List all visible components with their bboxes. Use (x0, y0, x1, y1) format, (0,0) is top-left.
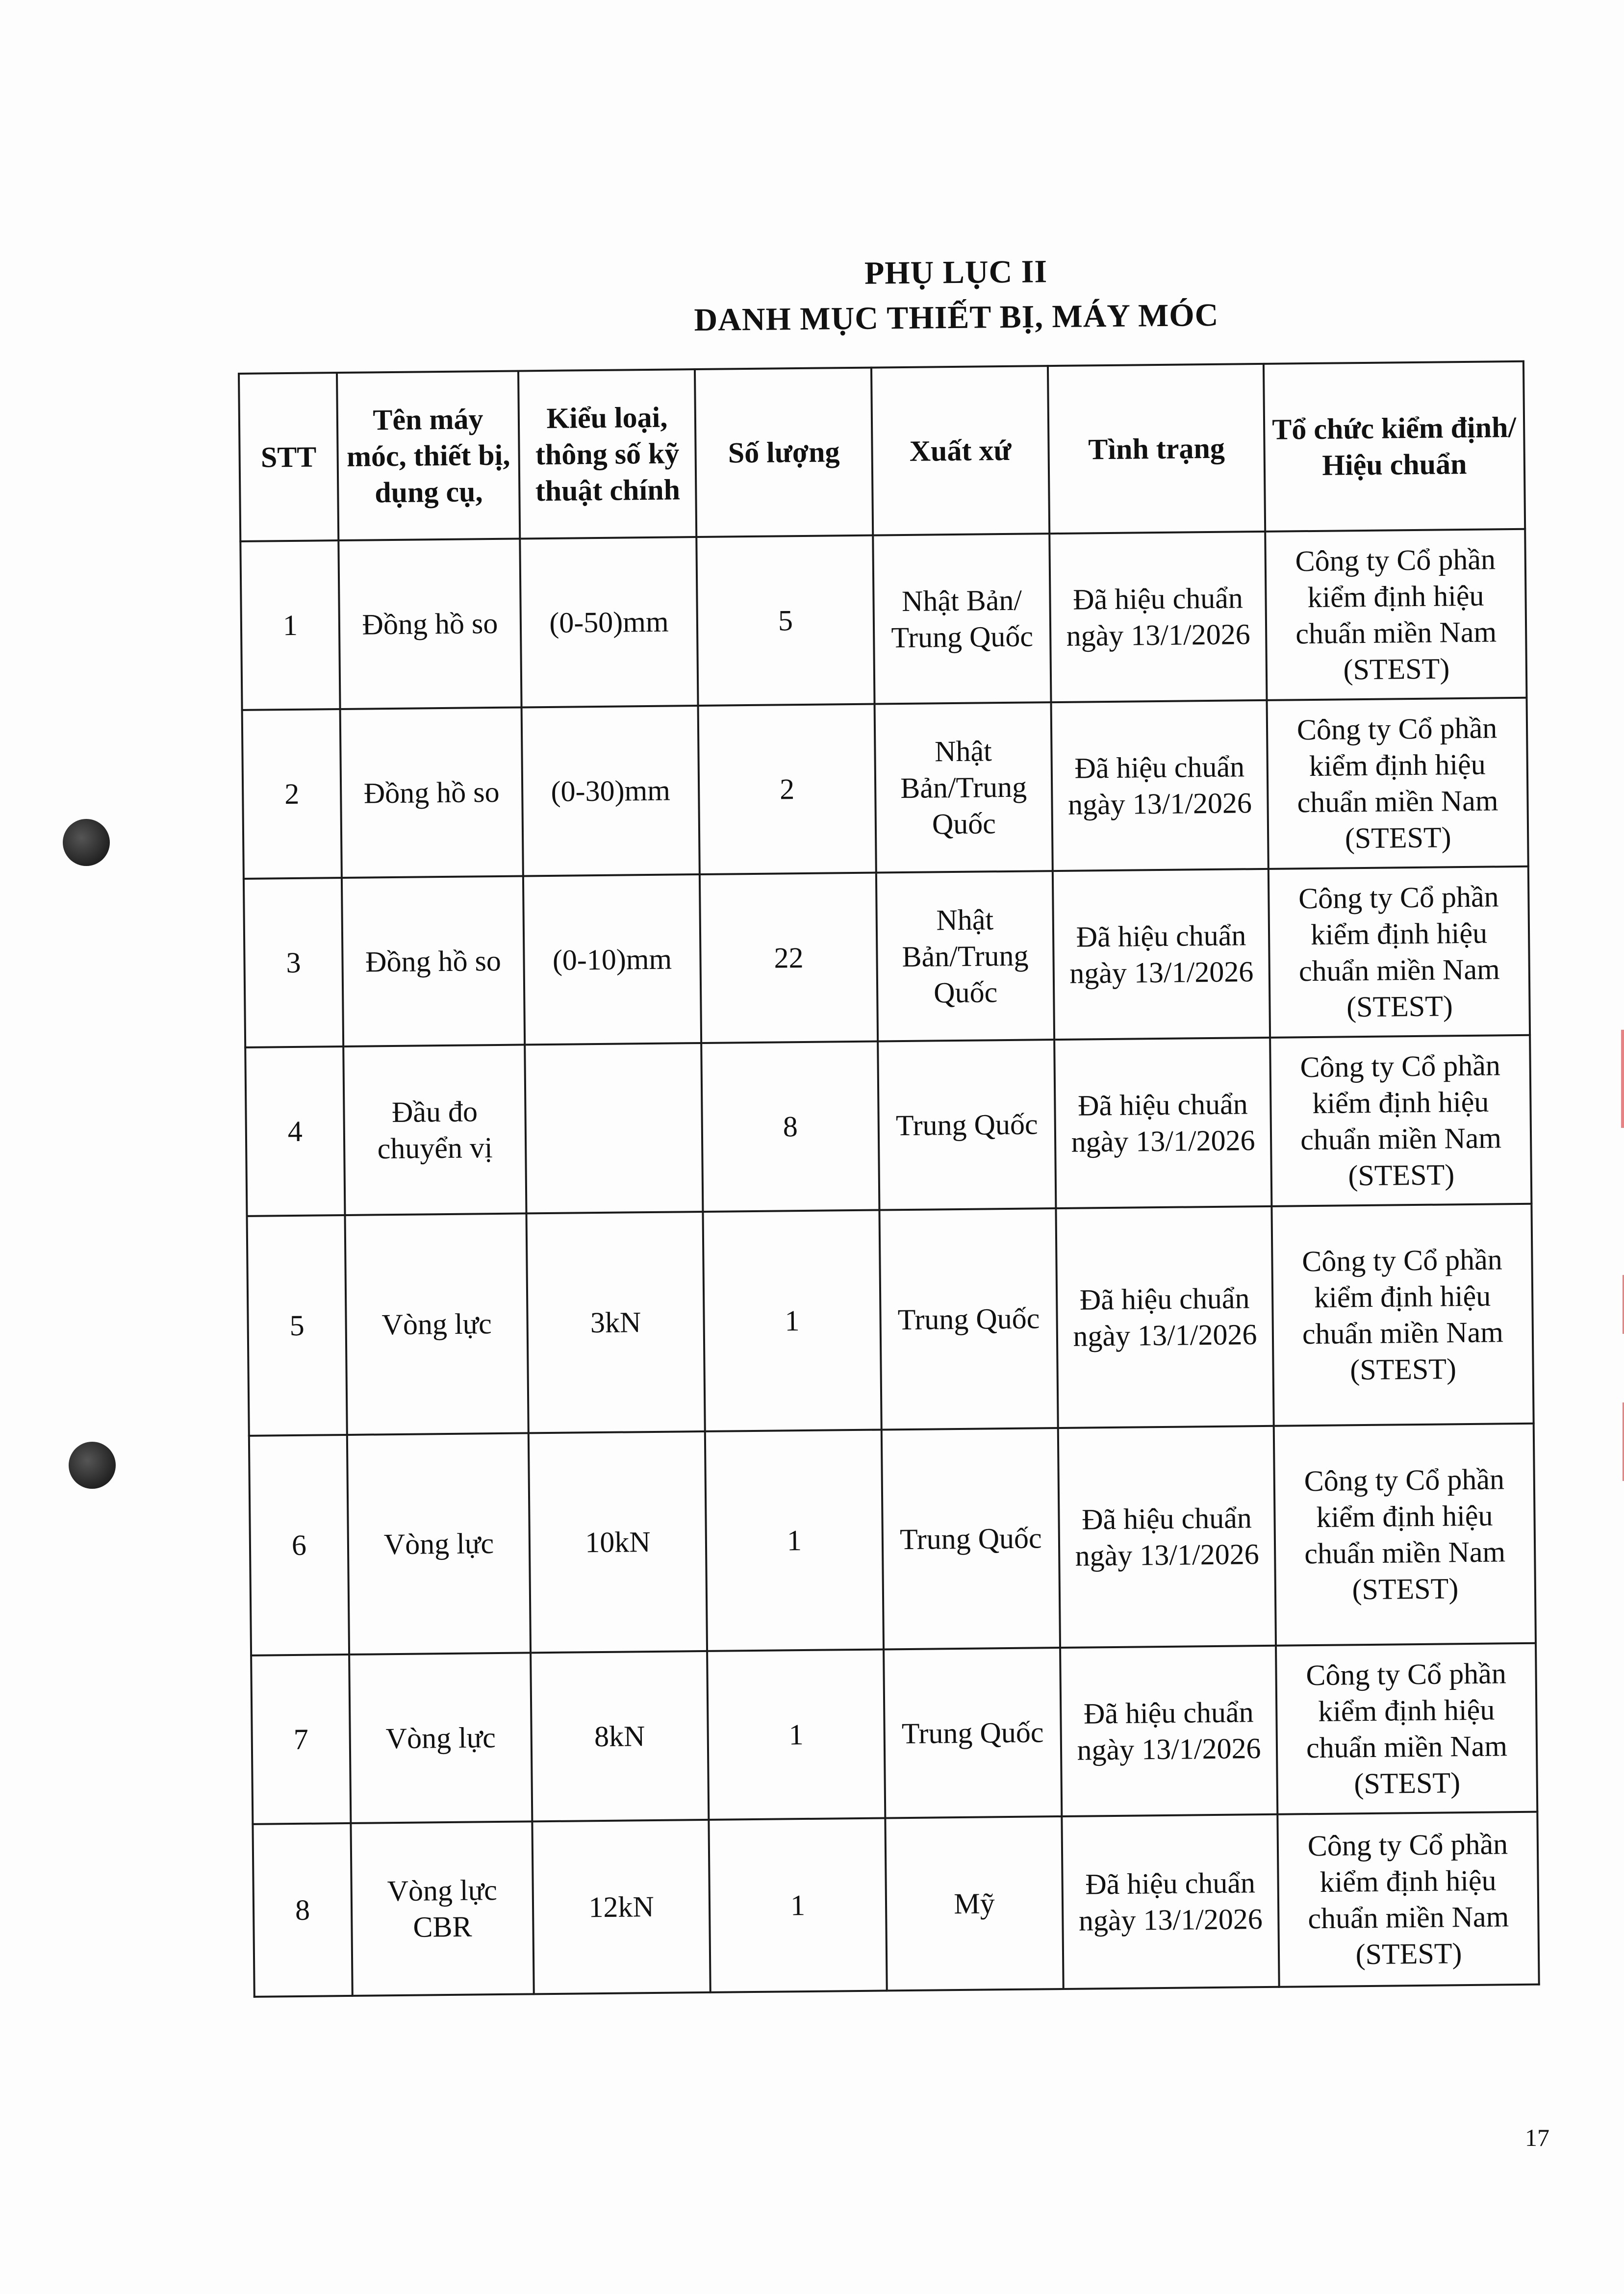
cell-origin: Trung Quốc (882, 1428, 1060, 1649)
cell-spec (525, 1043, 703, 1213)
table-row (242, 698, 1528, 879)
cell-org: Công ty Cổ phần kiểm định hiệu chuẩn miền Nam (STEST) (1270, 1035, 1531, 1206)
cell-origin: Nhật Bản/ Trung Quốc (873, 534, 1051, 704)
table-row (244, 867, 1530, 1047)
document-title (539, 246, 1373, 344)
stamp-edge-mark (1603, 1275, 1624, 1334)
cell-stt: 8 (253, 1823, 352, 1997)
stamp-edge-mark (1603, 1402, 1624, 1481)
stamp-edge-mark (1601, 1030, 1624, 1128)
page-number: 17 (1525, 2124, 1549, 2151)
cell-spec: 3kN (526, 1212, 705, 1433)
cell-stt: 3 (244, 878, 343, 1047)
cell-org: Công ty Cổ phần kiểm định hiệu chuẩn miền Nam (STEST) (1271, 1204, 1533, 1426)
cell-name: Vòng lực CBR (351, 1821, 533, 1996)
punch-hole (69, 1442, 116, 1489)
header-org: Tổ chức kiểm định/ Hiệu chuẩn (1264, 361, 1525, 532)
cell-org: Công ty Cổ phần kiểm định hiệu chuẩn miền Nam (STEST) (1267, 698, 1528, 869)
cell-qty: 1 (703, 1210, 881, 1431)
cell-origin: Nhật Bản/Trung Quốc (876, 871, 1054, 1041)
cell-org: Công ty Cổ phần kiểm định hiệu chuẩn miền Nam (STEST) (1276, 1643, 1537, 1814)
cell-name: Vòng lực (349, 1653, 532, 1823)
cell-qty: 1 (707, 1649, 885, 1819)
header-name: Tên máy móc, thiết bị, dụng cụ, (337, 371, 520, 541)
appendix-subtitle: DANH MỤC THIẾT BỊ, MÁY MÓC (694, 297, 1219, 338)
cell-org: Công ty Cổ phần kiểm định hiệu chuẩn miền Nam (STEST) (1274, 1424, 1536, 1646)
cell-status: Đã hiệu chuẩn ngày 13/1/2026 (1049, 532, 1267, 702)
header-status: Tình trạng (1048, 364, 1265, 534)
cell-spec: (0-10)mm (523, 874, 701, 1045)
header-qty: Số lượng (695, 368, 873, 537)
appendix-title: PHỤ LỤC II (864, 254, 1048, 291)
table-row (253, 1812, 1539, 1997)
table-row (249, 1424, 1536, 1656)
equipment-table-container (238, 360, 1540, 1998)
cell-name: Đồng hồ so (342, 876, 525, 1046)
cell-org: Công ty Cổ phần kiểm định hiệu chuẩn miền Nam (STEST) (1265, 529, 1526, 700)
table-header-row (239, 361, 1525, 541)
table-row (251, 1643, 1537, 1824)
cell-spec: 10kN (529, 1431, 707, 1653)
punch-hole (63, 819, 110, 866)
cell-origin: Trung Quốc (878, 1040, 1056, 1210)
cell-stt: 6 (249, 1435, 349, 1656)
table-row (245, 1035, 1531, 1216)
cell-spec: 12kN (532, 1820, 710, 1994)
header-spec: Kiểu loại, thông số kỹ thuật chính (518, 369, 696, 538)
cell-name: Đồng hồ so (340, 707, 523, 878)
cell-org: Công ty Cổ phần kiểm định hiệu chuẩn miền Nam (STEST) (1277, 1812, 1539, 1987)
cell-status: Đã hiệu chuẩn ngày 13/1/2026 (1062, 1814, 1279, 1989)
cell-stt: 7 (251, 1655, 351, 1824)
cell-origin: Mỹ (885, 1816, 1063, 1990)
cell-org: Công ty Cổ phần kiểm định hiệu chuẩn miền Nam (STEST) (1269, 867, 1530, 1038)
cell-origin: Nhật Bản/Trung Quốc (875, 702, 1053, 872)
table-row (247, 1204, 1534, 1436)
cell-spec: (0-30)mm (522, 706, 700, 876)
cell-stt: 1 (240, 540, 340, 710)
cell-qty: 5 (696, 535, 874, 706)
cell-stt: 2 (242, 709, 342, 879)
cell-name: Vòng lực (347, 1433, 531, 1655)
cell-qty: 22 (700, 873, 878, 1043)
cell-status: Đã hiệu chuẩn ngày 13/1/2026 (1054, 1038, 1271, 1208)
cell-origin: Trung Quốc (879, 1208, 1058, 1429)
cell-status: Đã hiệu chuẩn ngày 13/1/2026 (1060, 1646, 1277, 1816)
cell-qty: 8 (701, 1042, 879, 1212)
cell-qty: 1 (705, 1429, 884, 1651)
cell-spec: 8kN (531, 1651, 709, 1821)
cell-origin: Trung Quốc (884, 1648, 1062, 1818)
cell-status: Đã hiệu chuẩn ngày 13/1/2026 (1051, 700, 1269, 871)
equipment-table (238, 360, 1540, 1998)
cell-status: Đã hiệu chuẩn ngày 13/1/2026 (1053, 869, 1270, 1040)
cell-status: Đã hiệu chuẩn ngày 13/1/2026 (1056, 1206, 1273, 1428)
cell-stt: 5 (247, 1215, 347, 1436)
cell-qty: 1 (709, 1818, 887, 1992)
cell-status: Đã hiệu chuẩn ngày 13/1/2026 (1058, 1426, 1276, 1648)
cell-name: Vòng lực (345, 1213, 529, 1435)
header-stt: STT (239, 373, 338, 541)
cell-spec: (0-50)mm (520, 537, 698, 707)
table-row (240, 529, 1526, 710)
header-origin: Xuất xứ (871, 366, 1049, 535)
cell-qty: 2 (698, 704, 876, 874)
cell-name: Đầu đo chuyển vị (343, 1045, 526, 1215)
cell-stt: 4 (245, 1046, 345, 1216)
cell-name: Đồng hồ so (338, 538, 521, 709)
